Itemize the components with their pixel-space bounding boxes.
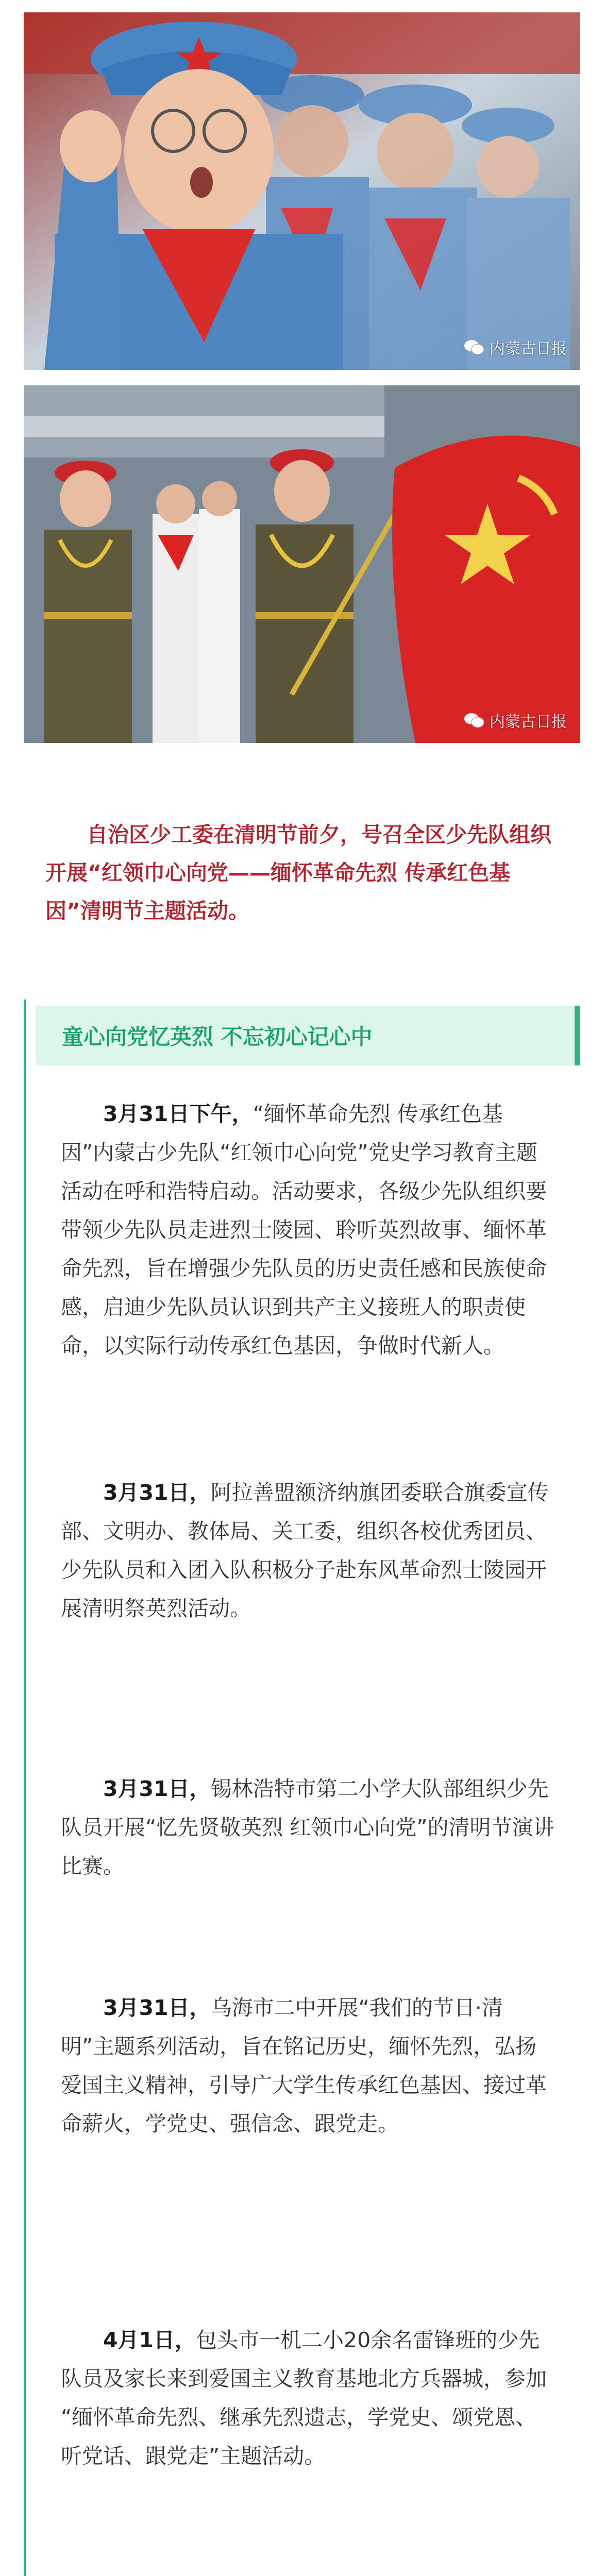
news-item [61,1095,556,1365]
photo-pioneers-saluting [24,12,580,370]
watermark [464,336,567,359]
photo-flag-guard [24,385,580,743]
wechat-icon [464,338,484,356]
photo-flag-guard-illustration [24,385,580,743]
news-item [61,1989,556,2143]
news-item-text: 锡林浩特市第二小学大队部组织少先队员开展“忆先贤敬英烈 红领巾心向党”的清明节演讲比赛。 [61,1776,554,1878]
news-item [61,1473,556,1628]
news-item-text: 包头市一机二小20余名雷锋班的少先队员及家长来到爱国主义教育基地北方兵器城，参加 “缅怀革命先烈、继承先烈遗志，学党史、颂党恩、听党话、跟党走”主题活动。 [61,2328,547,2468]
news-item-date: 3月31日下午， [103,1101,253,1126]
watermark-label: 内蒙古日报 [490,340,567,358]
photo-pioneers-saluting-illustration [24,12,580,370]
intro-paragraph: 自治区少工委在清明节前夕，号召全区少先队组织开展“红领巾心向党——缅怀革命先烈 传承红色基因”清明节主题活动。 [45,822,551,923]
news-item [61,1770,556,1886]
news-item-text: 阿拉善盟额济纳旗团委联合旗委宣传部、文明办、教体局、关工委，组织各校优秀团员、少先队员和入团入队积极分子赴东风革命烈士陵园开展清明祭英烈活动。 [61,1480,549,1621]
news-item-date: 3月31日， [103,1995,211,2020]
news-item-date: 4月1日， [103,2328,196,2352]
wechat-icon [464,711,484,729]
section-heading [36,1006,580,1065]
news-item [61,2321,556,2476]
news-item-date: 3月31日， [103,1776,211,1801]
watermark-label: 内蒙古日报 [490,713,567,731]
watermark [464,709,567,732]
news-item-text: “缅怀革命先烈 传承红色基因”内蒙古少先队“红领巾心向党”党史学习教育主题活动在呼和浩特启动。活动要求，各级少先队组织要带领少先队员走进烈士陵园、聆听英烈故事、缅怀革命先烈，旨在增强少先队员的历史责任感和民族使命感，启迪少先队员认识到共产主义接班人的职责使命，以实际行动传承红色基因，争做时代新人。 [61,1101,547,1358]
news-item-date: 3月31日， [103,1480,211,1505]
news-item-text: 乌海市二中开展“我们的节日·清明”主题系列活动，旨在铭记历史，缅怀先烈，弘扬爱国主义精神，引导广大学生传承红色基因、接过革命薪火，学党史、强信念、跟党走。 [61,1995,547,2136]
section-heading-text: 童心向党忆英烈 不忘初心记心中 [62,1024,373,1049]
